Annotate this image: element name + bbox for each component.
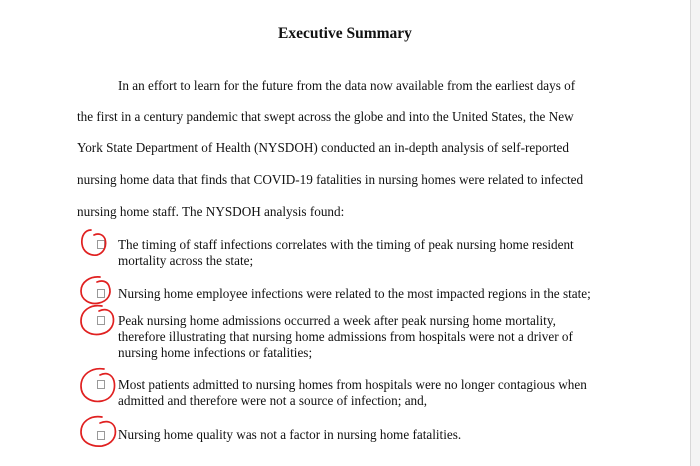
intro-line-4: nursing home data that finds that COVID-19 fatalities in nursing homes were related to infected (77, 172, 584, 187)
finding-text-line: nursing home infections or fatalities; (118, 345, 313, 360)
finding-text-line: therefore illustrating that nursing home admissions from hospitals were not a driver of (118, 329, 573, 344)
finding-text-line: Nursing home quality was not a factor in nursing home fatalities. (118, 427, 462, 442)
intro-line-1: In an effort to learn for the future from the data now available from the earliest days of (118, 78, 576, 93)
intro-line-3: York State Department of Health (NYSDOH) conducted an in-depth analysis of self-reported (77, 140, 569, 155)
finding-text-line: Nursing home employee infections were related to the most impacted regions in the state; (118, 286, 591, 301)
finding-text-line: Most patients admitted to nursing homes from hospitals were no longer contagious when (118, 377, 587, 392)
red-circle-annotation-icon (78, 414, 120, 450)
finding-text-line: The timing of staff infections correlates with the timing of peak nursing home resident (118, 237, 574, 252)
page-title: Executive Summary (278, 25, 412, 42)
intro-line-2: the first in a century pandemic that swept across the globe and into the United States, the New (77, 109, 574, 124)
red-circle-annotation-icon (78, 366, 118, 406)
red-circle-annotation-icon (78, 228, 110, 260)
red-circle-annotation-icon (78, 303, 118, 339)
intro-line-5: nursing home staff. The NYSDOH analysis found: (77, 204, 345, 219)
finding-text-line: Peak nursing home admissions occurred a week after peak nursing home mortality, (118, 313, 556, 328)
finding-text-line: admitted and therefore were not a source of infection; and, (118, 393, 428, 408)
finding-text-line: mortality across the state; (118, 253, 254, 268)
